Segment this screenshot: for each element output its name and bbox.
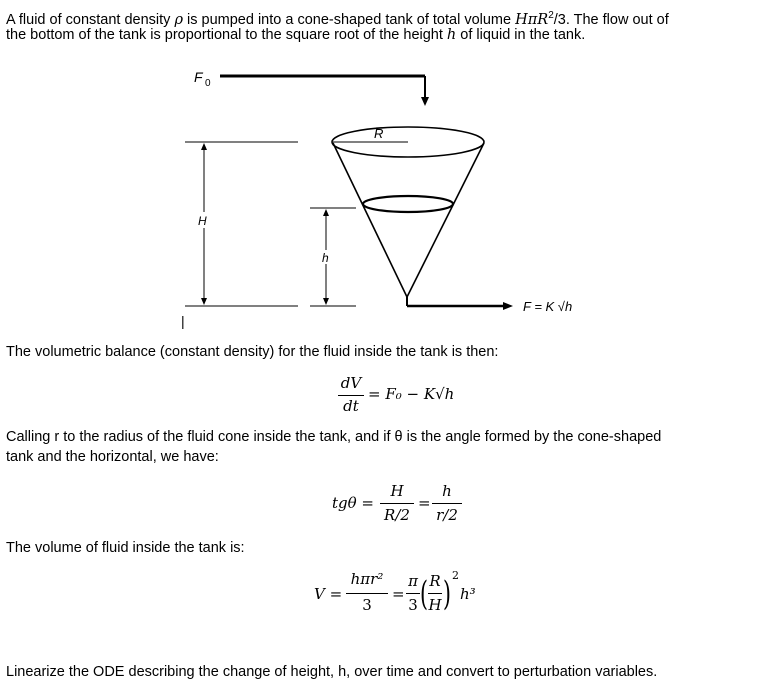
intro-text-c: /3. The flow out of — [553, 11, 669, 28]
cone-left-side — [333, 143, 407, 297]
balance-equation — [338, 374, 498, 418]
balance-text: The volumetric balance (constant density) for the fluid inside the tank is then: — [6, 344, 499, 360]
volume-paren-bar — [428, 593, 442, 594]
volume-tail: h³ — [460, 585, 476, 603]
intro-line2-a: the bottom of the tank is proportional to the square root of the height — [6, 27, 447, 43]
intro-line2-b: of liquid in the tank. — [456, 27, 586, 43]
volume-frac2-den: 3 — [408, 596, 418, 614]
radius-text-line-2: tank and the horizontal, we have: — [6, 449, 219, 465]
volume-exponent: 2 — [548, 10, 554, 21]
angle-frac2-bar — [432, 503, 462, 504]
small-h-arrow-down-icon — [323, 298, 329, 305]
volume-lhs: V = — [314, 585, 343, 603]
label-f0: F — [194, 69, 203, 85]
label-big-h: H — [198, 214, 207, 228]
volume-frac2-num: π — [408, 572, 418, 590]
small-h-arrow-up-icon — [323, 209, 329, 216]
label-f0-sub: 0 — [205, 78, 211, 89]
big-h-arrow-up-icon — [201, 143, 207, 150]
intro-text-a: A fluid of constant density — [6, 11, 175, 28]
angle-frac2-num: h — [442, 482, 452, 500]
volume-frac1-num: hπr² — [350, 570, 384, 588]
volume-frac2-bar — [406, 593, 420, 594]
label-r: R — [374, 126, 384, 141]
cone-tank-diagram — [0, 0, 774, 340]
inlet-arrow-icon — [421, 97, 429, 106]
volume-paren-num: R — [429, 572, 441, 590]
outlet-arrow-icon — [503, 302, 513, 310]
volume-equation — [314, 570, 494, 622]
rho-symbol: ρ — [174, 11, 183, 28]
angle-lhs: tgθ = — [332, 494, 374, 512]
volume-equals-2: = — [392, 585, 405, 603]
radius-text-line-1: Calling r to the radius of the fluid cone inside the tank, and if θ is the angle formed by the cone-shaped — [6, 429, 662, 445]
angle-frac1-den: R/2 — [384, 506, 410, 524]
liquid-surface — [363, 196, 453, 212]
cone-right-side — [407, 143, 484, 297]
volume-frac1-bar — [346, 593, 388, 594]
volume-right-paren: ) — [443, 574, 451, 614]
big-h-arrow-down-icon — [201, 298, 207, 305]
height-symbol: h — [446, 27, 457, 43]
final-instruction: Linearize the ODE describing the change of height, h, over time and convert to perturbation variables. — [6, 664, 658, 680]
volume-expression: HπR — [515, 11, 549, 28]
volume-paren-exponent: 2 — [452, 569, 459, 582]
balance-numerator: dV — [340, 374, 362, 392]
volume-text: The volume of fluid inside the tank is: — [6, 540, 245, 556]
angle-frac1-bar — [380, 503, 414, 504]
angle-frac2-den: r/2 — [436, 506, 458, 524]
label-small-h: h — [322, 251, 329, 265]
label-outflow: F = K √h — [523, 299, 573, 314]
angle-equals-2: = — [418, 494, 431, 512]
balance-rhs: = F₀ − K√h — [368, 385, 455, 403]
volume-frac1-den: 3 — [362, 596, 372, 614]
volume-paren-den: H — [428, 596, 442, 614]
volume-left-paren: ( — [420, 574, 428, 614]
text-cursor-mark: | — [181, 313, 185, 329]
intro-text-b: is pumped into a cone-shaped tank of total volume — [183, 11, 516, 28]
balance-denominator: dt — [343, 397, 359, 415]
angle-equation — [332, 482, 482, 528]
balance-fraction-bar — [338, 395, 364, 396]
angle-frac1-num: H — [390, 482, 404, 500]
